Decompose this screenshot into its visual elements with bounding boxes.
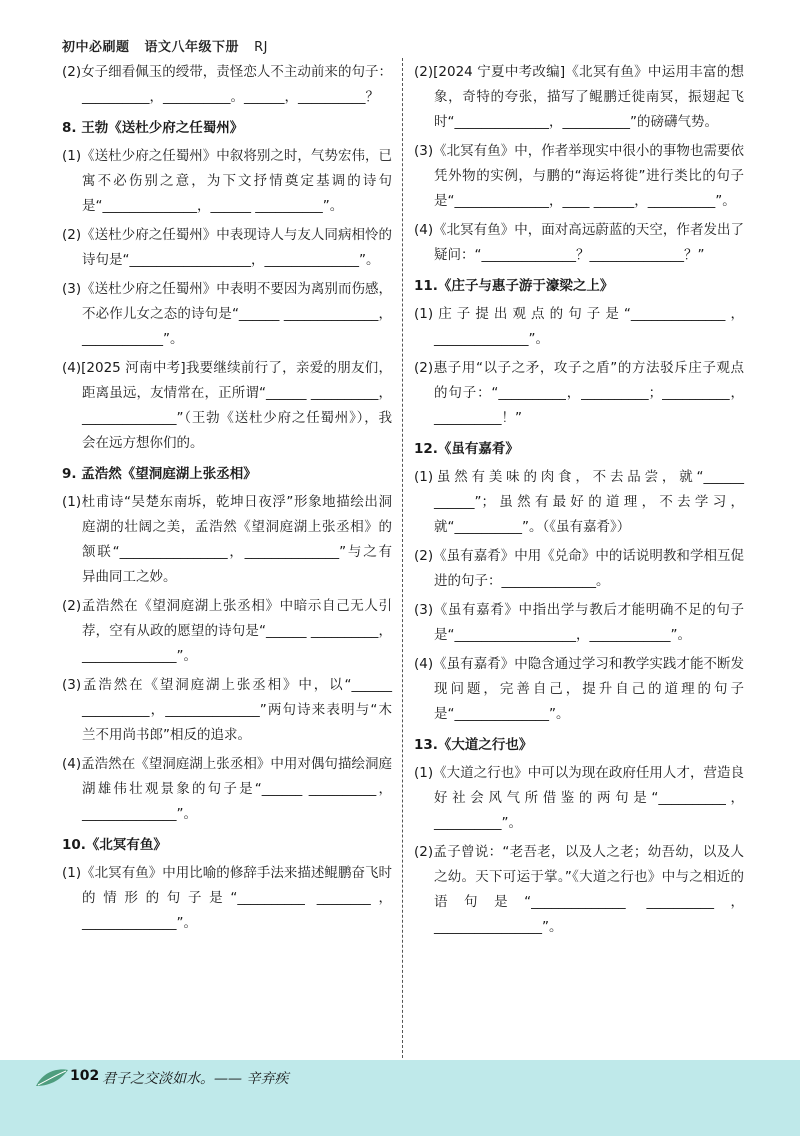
question-item: (2)孟浩然在《望洞庭湖上张丞相》中暗示自己无人引荐，空有从政的愿望的诗句是“______ __________，______________”。 [62,598,392,664]
leaf-icon [34,1066,70,1090]
footer-quote: 君子之交淡如水。—— 辛弃疾 [102,1071,289,1087]
column-divider [402,58,404,1058]
section-title: 12.《虽有嘉肴》 [414,441,519,457]
section-title: 10.《北冥有鱼》 [62,837,167,853]
footer-band [0,1060,800,1136]
series-name: 初中必刷题 [62,40,130,55]
question-item: (1)虽然有美味的肉食，不去品尝，就“______ ______”；虽然有最好的道理，不去学习，就“__________”。（《虽有嘉肴》） [414,469,744,535]
question-item: (4)《虽有嘉肴》中隐含通过学习和教学实践才能不断发现问题，完善自己，提升自己的道理的句子是“______________”。 [414,656,744,722]
question-item: (1)庄子提出观点的句子是“______________，______________”。 [414,306,744,347]
question-item: (1)《北冥有鱼》中用比喻的修辞手法来描述鲲鹏奋飞时的情形的句子是“__________ ________，______________”。 [62,865,392,931]
question-item: (4)[2025 河南中考]我要继续前行了，亲爱的朋友们，距离虽远，友情常在，正所谓“______ __________，______________”（王勃《送杜少府之任蜀州》），我会在远方想你们的。 [62,360,392,451]
question-item: (3)《虽有嘉肴》中指出学与教后才能明确不足的句子是“__________________，____________”。 [414,602,744,643]
question-item: (4)孟浩然在《望洞庭湖上张丞相》中用对偶句描绘洞庭湖雄伟壮观景象的句子是“______ __________，______________”。 [62,756,392,822]
page-number: 102 [70,1068,100,1084]
section-title: 9. 孟浩然《望洞庭湖上张丞相》 [62,466,257,482]
question-item: (3)《送杜少府之任蜀州》中表明不要因为离别而伤感，不必作儿女之态的诗句是“______ ______________，____________”。 [62,281,392,347]
edition-label: RJ [254,40,268,55]
question-item: (3)《北冥有鱼》中，作者举现实中很小的事物也需要依凭外物的实例，与鹏的“海运将徙”进行类比的句子是“______________，____ ______，__________”。 [414,143,744,209]
book-subject: 语文八年级下册 [144,40,240,55]
question-item: (4)《北冥有鱼》中，面对高远蔚蓝的天空，作者发出了疑问：“______________？______________？” [414,222,744,263]
section-title: 13.《大道之行也》 [414,737,533,753]
question-item: (2)女子细看佩玉的绶带，责怪恋人不主动前来的句子：__________，__________。______，__________？ [62,64,392,105]
page-header [62,36,278,55]
question-item: (3)孟浩然在《望洞庭湖上张丞相》中，以“______ __________，______________”两句诗来表明与“木兰不用尚书郎”相反的追求。 [62,677,392,743]
question-item: (1)杜甫诗“吴楚东南坼，乾坤日夜浮”形象地描绘出洞庭湖的壮阔之美，孟浩然《望洞庭湖上张丞相》的颔联“________________，______________”与之有异曲同工之妙。 [62,494,392,585]
right-column [414,58,744,944]
question-item: (2)孟子曾说：“老吾老，以及人之老；幼吾幼，以及人之幼。天下可运于掌。”《大道之行也》中与之相近的语句是“______________ __________，________________”。 [414,844,744,935]
question-item: (2)《虽有嘉肴》中用《兑命》中的话说明教和学相互促进的句子：______________。 [414,548,744,589]
left-column [62,58,392,940]
question-item: (1)《大道之行也》中可以为现在政府任用人才，营造良好社会风气所借鉴的两句是“__________，__________”。 [414,765,744,831]
question-item: (2)惠子用“以子之矛，攻子之盾”的方法驳斥庄子观点的句子：“__________，__________；__________，__________！” [414,360,744,426]
section-title: 11.《庄子与惠子游于濠梁之上》 [414,278,614,294]
question-item: (2)《送杜少府之任蜀州》中表现诗人与友人同病相怜的诗句是“__________________，______________”。 [62,227,392,268]
question-item: (2)[2024 宁夏中考改编]《北冥有鱼》中运用丰富的想象，奇特的夸张，描写了鲲鹏迁徙南冥，振翅起飞时“______________，__________”的磅礴气势。 [414,64,744,130]
section-title: 8. 王勃《送杜少府之任蜀州》 [62,120,244,136]
question-item: (1)《送杜少府之任蜀州》中叙将别之时，气势宏伟，已寓不必伤别之意，为下文抒情奠定基调的诗句是“______________，______ __________”。 [62,148,392,214]
